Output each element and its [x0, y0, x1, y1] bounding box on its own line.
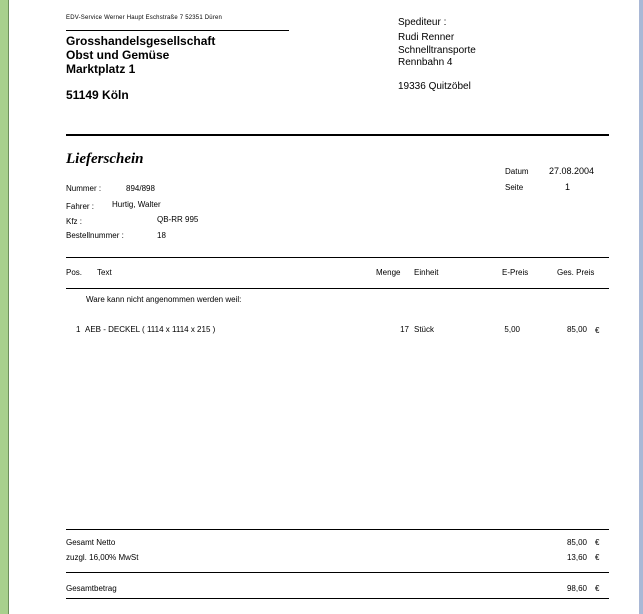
gesamt-currency: € — [595, 584, 600, 593]
table-top-line — [66, 257, 609, 258]
seite-value: 1 — [565, 182, 571, 192]
netto-value: 85,00 — [566, 538, 587, 547]
row-epreis: 5,00 — [504, 325, 520, 334]
spediteur-city: 19336 Quitzöbel — [398, 81, 471, 92]
datum-value: 27.08.2004 — [549, 166, 595, 176]
nummer-value: 894/898 — [126, 184, 155, 193]
recipient-line3: Marktplatz 1 — [66, 62, 136, 76]
mwst-value: 13,60 — [566, 553, 587, 562]
sender-return-address: EDV-Service Werner Haupt Eschstraße 7 52351 Düren — [66, 15, 223, 21]
gesamt-value: 98,60 — [566, 584, 587, 593]
bestellnummer-value: 18 — [157, 231, 166, 240]
mwst-currency: € — [595, 553, 600, 562]
row-pos: 1 — [76, 325, 81, 334]
row-menge: 17 — [400, 325, 409, 334]
col-header-epreis: E-Preis — [502, 268, 529, 277]
col-header-pos: Pos. — [66, 268, 83, 277]
document-page — [9, 0, 639, 614]
col-header-einheit: Einheit — [414, 268, 439, 277]
row-currency: € — [595, 326, 600, 335]
col-header-text: Text — [97, 268, 112, 277]
netto-label: Gesamt Netto — [66, 538, 116, 547]
spediteur-label: Spediteur : — [398, 17, 447, 28]
recipient-line2: Obst und Gemüse — [66, 48, 170, 62]
table-note: Ware kann nicht angenommen werden weil: — [86, 295, 242, 304]
recipient-line1: Grosshandelsgesellschaft — [66, 34, 216, 48]
gesamt-label: Gesamtbetrag — [66, 584, 117, 593]
seite-label: Seite — [505, 183, 524, 192]
totals-bottom-line — [66, 598, 609, 599]
recipient-city: 51149 Köln — [66, 88, 129, 102]
fahrer-label: Fahrer : — [66, 202, 95, 211]
header-divider — [66, 134, 609, 136]
fahrer-value: Hurtig, Walter — [112, 200, 161, 209]
datum-label: Datum — [505, 167, 529, 176]
row-text: AEB - DECKEL ( 1114 x 1114 x 215 ) — [85, 325, 216, 334]
spediteur-company: Schnelltransporte — [398, 45, 476, 56]
table-header-line — [66, 288, 609, 289]
totals-top-line — [66, 529, 609, 530]
left-window-border — [0, 0, 9, 614]
nummer-label: Nummer : — [66, 184, 102, 193]
totals-mid-line — [66, 572, 609, 573]
col-header-gespreis: Ges. Preis — [557, 268, 595, 277]
document-title: Lieferschein — [66, 151, 144, 167]
row-gespreis: 85,00 — [566, 325, 587, 334]
spediteur-street: Rennbahn 4 — [398, 57, 453, 68]
netto-currency: € — [595, 538, 600, 547]
kfz-value: QB-RR 995 — [157, 215, 199, 224]
spediteur-name: Rudi Renner — [398, 32, 455, 43]
sender-underline — [66, 30, 289, 31]
mwst-label: zuzgl. 16,00% MwSt — [66, 553, 139, 562]
col-header-menge: Menge — [376, 268, 401, 277]
kfz-label: Kfz : — [66, 217, 83, 226]
bestellnummer-label: Bestellnummer : — [66, 231, 124, 240]
row-einheit: Stück — [414, 325, 435, 334]
